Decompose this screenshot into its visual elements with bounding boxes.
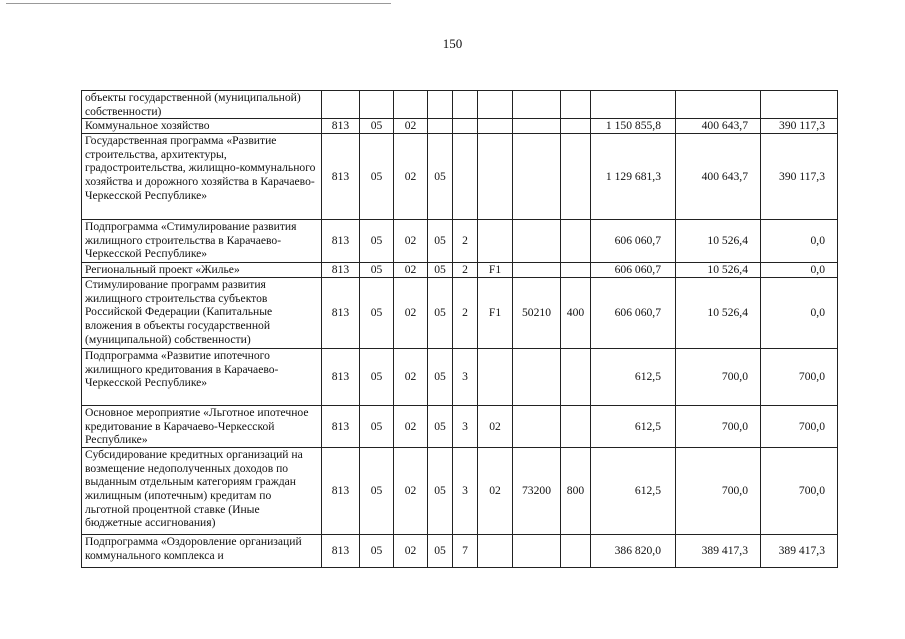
code-section: 05 (360, 263, 394, 278)
table-row (82, 406, 838, 448)
code-subsection: 02 (394, 535, 428, 568)
code-expense-type (561, 349, 591, 406)
row-name: Стимулирование программ развития жилищного строительства субъектов Российской Федерации (Капитальные вложения в объекты государственной (муниципальной) собственности) (82, 278, 322, 349)
code-expense-type (561, 119, 591, 134)
code-expense-type (561, 535, 591, 568)
code-direction (513, 119, 561, 134)
amount-year-3 (761, 91, 838, 119)
page-number: 150 (442, 36, 463, 51)
code-program: 05 (428, 220, 453, 263)
code-subsection: 02 (394, 220, 428, 263)
code-subsection: 02 (394, 278, 428, 349)
code-ministry: 813 (322, 349, 360, 406)
amount-year-2: 700,0 (676, 349, 761, 406)
code-program: 05 (428, 448, 453, 535)
code-direction (513, 220, 561, 263)
table-row (82, 278, 838, 349)
table-row (82, 349, 838, 406)
code-subprogram: 7 (453, 535, 478, 568)
row-name: Подпрограмма «Оздоровление организаций коммунального комплекса и (82, 535, 322, 568)
code-direction (513, 349, 561, 406)
code-event (478, 349, 513, 406)
code-program: 05 (428, 278, 453, 349)
code-expense-type: 400 (561, 278, 591, 349)
amount-year-2: 700,0 (676, 406, 761, 448)
amount-year-1 (591, 91, 676, 119)
table-row (82, 263, 838, 278)
code-subprogram: 3 (453, 349, 478, 406)
code-section: 05 (360, 406, 394, 448)
code-event (478, 134, 513, 220)
code-direction (513, 535, 561, 568)
code-subprogram (453, 91, 478, 119)
row-name: Подпрограмма «Стимулирование развития жилищного строительства в Карачаево-Черкесской Республике» (82, 220, 322, 263)
code-subsection: 02 (394, 448, 428, 535)
amount-year-1: 606 060,7 (591, 263, 676, 278)
code-subsection: 02 (394, 263, 428, 278)
amount-year-1: 1 150 855,8 (591, 119, 676, 134)
code-ministry (322, 91, 360, 119)
code-program: 05 (428, 263, 453, 278)
amount-year-1: 1 129 681,3 (591, 134, 676, 220)
code-section: 05 (360, 220, 394, 263)
code-direction (513, 91, 561, 119)
amount-year-3: 700,0 (761, 448, 838, 535)
code-ministry: 813 (322, 134, 360, 220)
table-row (82, 220, 838, 263)
code-event: F1 (478, 278, 513, 349)
code-event (478, 119, 513, 134)
code-expense-type: 800 (561, 448, 591, 535)
amount-year-1: 612,5 (591, 448, 676, 535)
table-row (82, 134, 838, 220)
budget-table (81, 90, 838, 568)
code-section: 05 (360, 535, 394, 568)
code-direction (513, 263, 561, 278)
amount-year-1: 612,5 (591, 349, 676, 406)
code-ministry: 813 (322, 406, 360, 448)
code-section (360, 91, 394, 119)
code-program (428, 119, 453, 134)
code-section: 05 (360, 349, 394, 406)
code-program: 05 (428, 134, 453, 220)
code-subsection: 02 (394, 349, 428, 406)
code-expense-type (561, 134, 591, 220)
code-direction (513, 406, 561, 448)
amount-year-3: 390 117,3 (761, 119, 838, 134)
code-event (478, 535, 513, 568)
amount-year-2: 700,0 (676, 448, 761, 535)
code-event (478, 91, 513, 119)
code-program: 05 (428, 406, 453, 448)
table-row (82, 119, 838, 134)
table-row (82, 91, 838, 119)
code-ministry: 813 (322, 535, 360, 568)
code-event: 02 (478, 448, 513, 535)
code-expense-type (561, 220, 591, 263)
code-ministry: 813 (322, 220, 360, 263)
amount-year-3: 700,0 (761, 349, 838, 406)
code-ministry: 813 (322, 119, 360, 134)
code-direction: 50210 (513, 278, 561, 349)
code-subprogram: 3 (453, 448, 478, 535)
code-section: 05 (360, 134, 394, 220)
amount-year-2: 400 643,7 (676, 119, 761, 134)
table-row (82, 448, 838, 535)
code-ministry: 813 (322, 448, 360, 535)
code-event: 02 (478, 406, 513, 448)
code-subsection (394, 91, 428, 119)
table-row (82, 535, 838, 568)
code-subsection: 02 (394, 406, 428, 448)
amount-year-3: 700,0 (761, 406, 838, 448)
row-name: Подпрограмма «Развитие ипотечного жилищного кредитования в Карачаево-Черкесской Республике» (82, 349, 322, 406)
code-direction: 73200 (513, 448, 561, 535)
row-name: объекты государственной (муниципальной) собственности) (82, 91, 322, 119)
code-expense-type (561, 91, 591, 119)
top-rule (6, 3, 391, 4)
row-name: Коммунальное хозяйство (82, 119, 322, 134)
code-ministry: 813 (322, 278, 360, 349)
budget-table-body (82, 91, 838, 568)
code-subsection: 02 (394, 134, 428, 220)
amount-year-1: 606 060,7 (591, 278, 676, 349)
amount-year-1: 606 060,7 (591, 220, 676, 263)
code-section: 05 (360, 448, 394, 535)
amount-year-3: 0,0 (761, 220, 838, 263)
amount-year-2 (676, 91, 761, 119)
code-event (478, 220, 513, 263)
row-name: Государственная программа «Развитие строительства, архитектуры, градостроительства, жилищно-коммунального хозяйства и дорожного хозяйства в Карачаево-Черкесской Республике» (82, 134, 322, 220)
code-subprogram: 3 (453, 406, 478, 448)
amount-year-1: 386 820,0 (591, 535, 676, 568)
amount-year-3: 390 117,3 (761, 134, 838, 220)
code-subprogram: 2 (453, 278, 478, 349)
code-section: 05 (360, 119, 394, 134)
code-direction (513, 134, 561, 220)
code-section: 05 (360, 278, 394, 349)
code-event: F1 (478, 263, 513, 278)
code-expense-type (561, 406, 591, 448)
code-program: 05 (428, 349, 453, 406)
row-name: Региональный проект «Жилье» (82, 263, 322, 278)
amount-year-2: 10 526,4 (676, 220, 761, 263)
code-program (428, 91, 453, 119)
amount-year-1: 612,5 (591, 406, 676, 448)
code-subprogram (453, 119, 478, 134)
code-subprogram (453, 134, 478, 220)
amount-year-3: 0,0 (761, 278, 838, 349)
amount-year-2: 400 643,7 (676, 134, 761, 220)
amount-year-3: 0,0 (761, 263, 838, 278)
code-expense-type (561, 263, 591, 278)
code-ministry: 813 (322, 263, 360, 278)
code-subprogram: 2 (453, 220, 478, 263)
code-subsection: 02 (394, 119, 428, 134)
amount-year-2: 10 526,4 (676, 263, 761, 278)
row-name: Основное мероприятие «Льготное ипотечное кредитование в Карачаево-Черкесской Республике» (82, 406, 322, 448)
row-name: Субсидирование кредитных организаций на возмещение недополученных доходов по выданным отдельным категориям граждан жилищным (ипотечным) кредитам по льготной процентной ставке (Иные бюджетные ассигнования) (82, 448, 322, 535)
code-program: 05 (428, 535, 453, 568)
amount-year-2: 389 417,3 (676, 535, 761, 568)
amount-year-3: 389 417,3 (761, 535, 838, 568)
amount-year-2: 10 526,4 (676, 278, 761, 349)
code-subprogram: 2 (453, 263, 478, 278)
